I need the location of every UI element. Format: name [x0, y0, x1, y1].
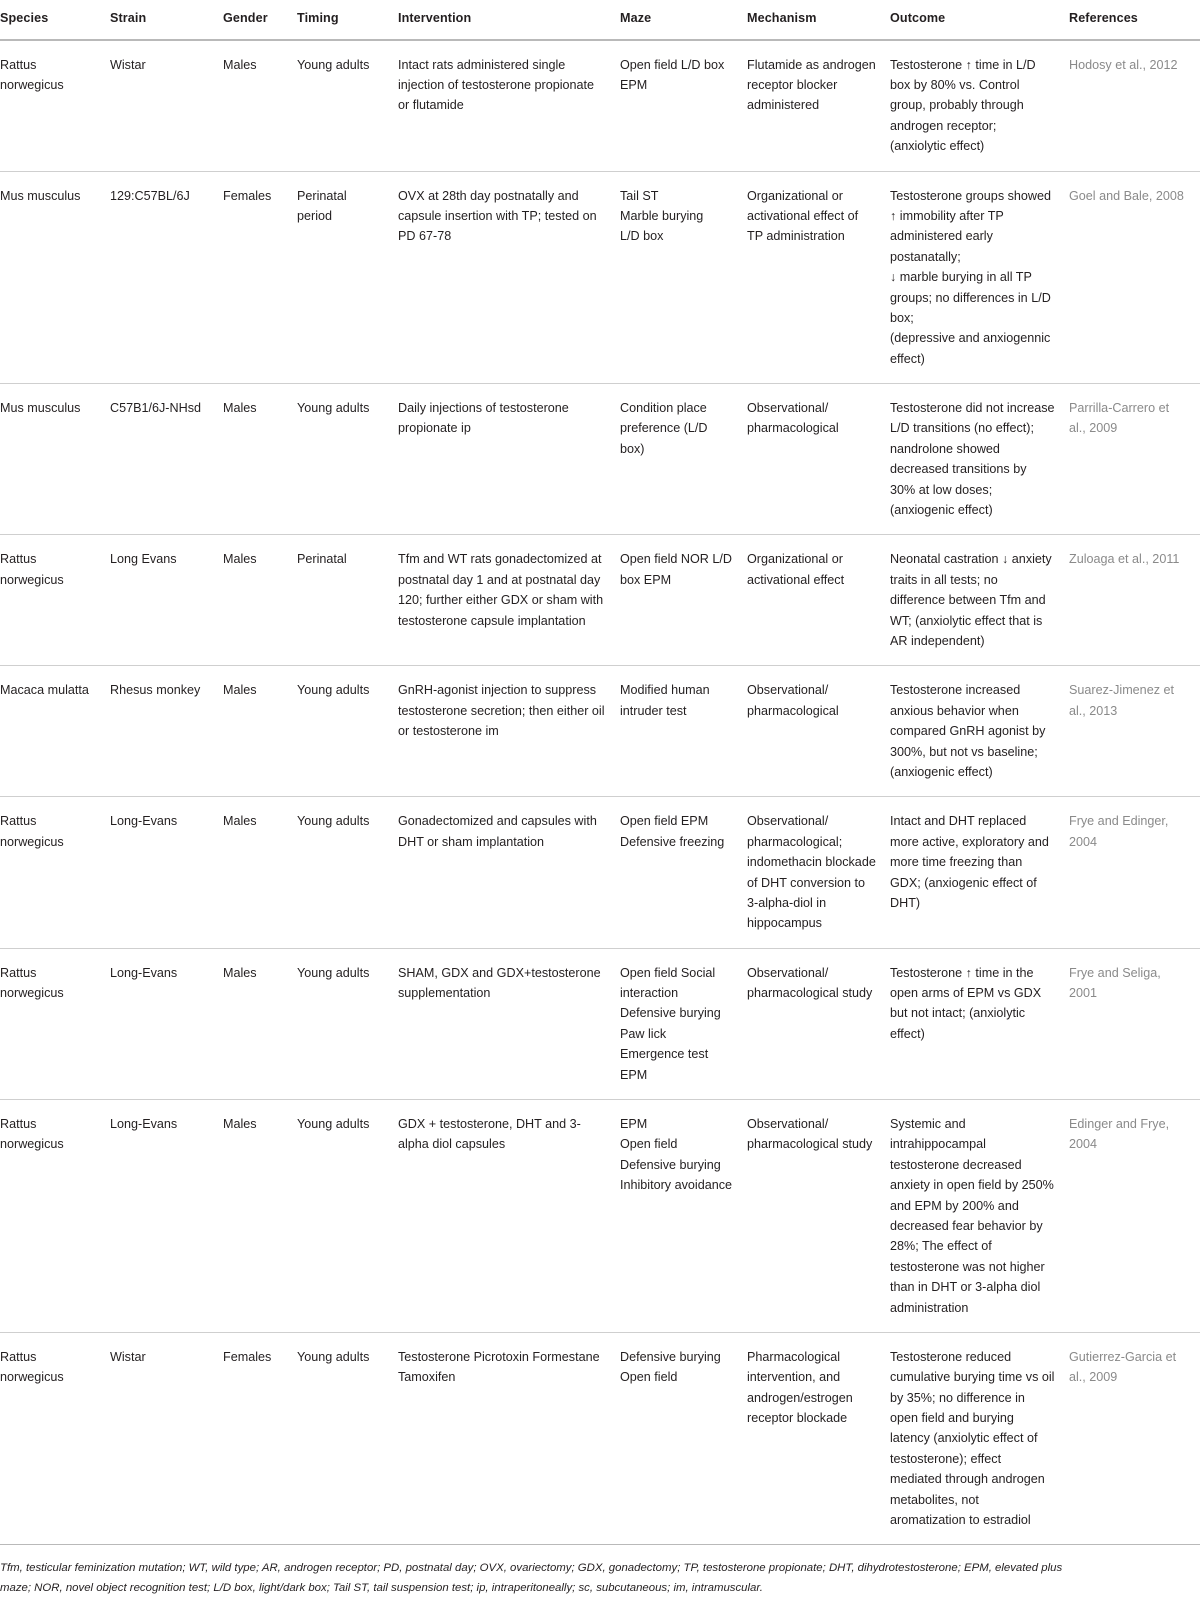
cell-gender: Males [223, 797, 297, 948]
footnote-line-1: Tfm, testicular feminization mutation; WT, wild type; AR, androgen receptor; PD, postnatal day; OVX, ovariectomy; GDX, gonadectomy; TP, testosterone propionate; DHT, dihydrotestosterone; EPM, elevated plus [0, 1562, 1063, 1575]
cell-references[interactable]: Parrilla-Carrero et al., 2009 [1069, 384, 1200, 535]
cell-mechanism: Organizational or activational effect [747, 535, 890, 666]
cell-strain: C57B1/6J-NHsd [110, 384, 223, 535]
cell-gender: Males [223, 40, 297, 171]
cell-species: Rattus norwegicus [0, 40, 110, 171]
cell-timing: Young adults [297, 384, 398, 535]
cell-strain: Long-Evans [110, 948, 223, 1099]
column-header-gender: Gender [223, 0, 297, 40]
cell-gender: Females [223, 1332, 297, 1545]
cell-strain: Wistar [110, 40, 223, 171]
cell-mechanism: Organizational or activational effect of TP administration [747, 171, 890, 384]
cell-maze: Tail ST Marble burying L/D box [620, 171, 747, 384]
cell-mechanism: Pharmacological intervention, and androgen/estrogen receptor blockade [747, 1332, 890, 1545]
cell-timing: Perinatal period [297, 171, 398, 384]
table-row [0, 1332, 1200, 1545]
cell-species: Mus musculus [0, 384, 110, 535]
column-header-mechanism: Mechanism [747, 0, 890, 40]
cell-timing: Young adults [297, 797, 398, 948]
table-row [0, 948, 1200, 1099]
cell-references[interactable]: Goel and Bale, 2008 [1069, 171, 1200, 384]
cell-outcome: Neonatal castration ↓ anxiety traits in all tests; no difference between Tfm and WT; (anxiolytic effect that is AR independent) [890, 535, 1069, 666]
footnote-line-2: maze; NOR, novel object recognition test; L/D box, light/dark box; Tail ST, tail suspension test; ip, intraperitoneally; sc, subcutaneous; im, intramuscular. [0, 1581, 763, 1594]
cell-timing: Young adults [297, 948, 398, 1099]
cell-intervention: OVX at 28th day postnatally and capsule insertion with TP; tested on PD 67-78 [398, 171, 620, 384]
cell-species: Rattus norwegicus [0, 1332, 110, 1545]
cell-gender: Males [223, 535, 297, 666]
cell-maze: Modified human intruder test [620, 666, 747, 797]
cell-gender: Males [223, 384, 297, 535]
cell-outcome: Testosterone ↑ time in the open arms of EPM vs GDX but not intact; (anxiolytic effect) [890, 948, 1069, 1099]
cell-outcome: Testosterone ↑ time in L/D box by 80% vs. Control group, probably through androgen receptor; (anxiolytic effect) [890, 40, 1069, 171]
table-row [0, 40, 1200, 171]
cell-intervention: SHAM, GDX and GDX+testosterone supplementation [398, 948, 620, 1099]
cell-outcome: Testosterone groups showed ↑ immobility after TP administered early postanatally; ↓ marble burying in all TP groups; no differences in L/D box; (depressive and anxiogennic effect) [890, 171, 1069, 384]
cell-gender: Males [223, 1100, 297, 1333]
cell-species: Rattus norwegicus [0, 797, 110, 948]
cell-references[interactable]: Suarez-Jimenez et al., 2013 [1069, 666, 1200, 797]
cell-outcome: Testosterone reduced cumulative burying time vs oil by 35%; no difference in open field and burying latency (anxiolytic effect of testosterone); effect mediated through androgen metabolites, not aromatization to estradiol [890, 1332, 1069, 1545]
cell-intervention: Testosterone Picrotoxin Formestane Tamoxifen [398, 1332, 620, 1545]
cell-maze: Open field L/D box EPM [620, 40, 747, 171]
cell-maze: Open field NOR L/D box EPM [620, 535, 747, 666]
cell-intervention: Daily injections of testosterone propionate ip [398, 384, 620, 535]
cell-maze: Open field EPM Defensive freezing [620, 797, 747, 948]
cell-outcome: Intact and DHT replaced more active, exploratory and more time freezing than GDX; (anxiogenic effect of DHT) [890, 797, 1069, 948]
cell-gender: Males [223, 666, 297, 797]
cell-references[interactable]: Edinger and Frye, 2004 [1069, 1100, 1200, 1333]
column-header-references: References [1069, 0, 1200, 40]
cell-timing: Young adults [297, 1332, 398, 1545]
cell-intervention: Intact rats administered single injection of testosterone propionate or flutamide [398, 40, 620, 171]
cell-strain: 129:C57BL/6J [110, 171, 223, 384]
table-row [0, 171, 1200, 384]
cell-references[interactable]: Gutierrez-Garcia et al., 2009 [1069, 1332, 1200, 1545]
cell-intervention: Gonadectomized and capsules with DHT or sham implantation [398, 797, 620, 948]
cell-outcome: Testosterone did not increase L/D transitions (no effect); nandrolone showed decreased transitions by 30% at low doses; (anxiogenic effect) [890, 384, 1069, 535]
cell-mechanism: Observational/ pharmacological [747, 384, 890, 535]
table-body [0, 40, 1200, 1545]
table-row [0, 535, 1200, 666]
cell-species: Rattus norwegicus [0, 1100, 110, 1333]
cell-references[interactable]: Frye and Edinger, 2004 [1069, 797, 1200, 948]
cell-intervention: Tfm and WT rats gonadectomized at postnatal day 1 and at postnatal day 120; further either GDX or sham with testosterone capsule implantation [398, 535, 620, 666]
column-header-outcome: Outcome [890, 0, 1069, 40]
table-footnote [0, 1545, 1200, 1605]
cell-species: Mus musculus [0, 171, 110, 384]
cell-outcome: Testosterone increased anxious behavior when compared GnRH agonist by 300%, but not vs baseline; (anxiogenic effect) [890, 666, 1069, 797]
table-row [0, 384, 1200, 535]
cell-strain: Rhesus monkey [110, 666, 223, 797]
table-header-row [0, 0, 1200, 40]
cell-mechanism: Flutamide as androgen receptor blocker administered [747, 40, 890, 171]
cell-timing: Young adults [297, 666, 398, 797]
cell-mechanism: Observational/ pharmacological study [747, 1100, 890, 1333]
cell-outcome: Systemic and intrahippocampal testosterone decreased anxiety in open field by 250% and EPM by 200% and decreased fear behavior by 28%; The effect of testosterone was not higher than in DHT or 3-alpha diol administration [890, 1100, 1069, 1333]
column-header-strain: Strain [110, 0, 223, 40]
cell-gender: Males [223, 948, 297, 1099]
cell-strain: Wistar [110, 1332, 223, 1545]
cell-gender: Females [223, 171, 297, 384]
cell-maze: Condition place preference (L/D box) [620, 384, 747, 535]
table-row [0, 1100, 1200, 1333]
cell-strain: Long Evans [110, 535, 223, 666]
cell-references[interactable]: Hodosy et al., 2012 [1069, 40, 1200, 171]
cell-species: Rattus norwegicus [0, 535, 110, 666]
cell-mechanism: Observational/ pharmacological study [747, 948, 890, 1099]
cell-strain: Long-Evans [110, 1100, 223, 1333]
cell-species: Macaca mulatta [0, 666, 110, 797]
table-header [0, 0, 1200, 40]
cell-maze: Open field Social interaction Defensive burying Paw lick Emergence test EPM [620, 948, 747, 1099]
cell-intervention: GDX + testosterone, DHT and 3-alpha diol capsules [398, 1100, 620, 1333]
column-header-timing: Timing [297, 0, 398, 40]
column-header-intervention: Intervention [398, 0, 620, 40]
column-header-maze: Maze [620, 0, 747, 40]
cell-timing: Young adults [297, 1100, 398, 1333]
cell-references[interactable]: Frye and Seliga, 2001 [1069, 948, 1200, 1099]
cell-mechanism: Observational/ pharmacological [747, 666, 890, 797]
cell-maze: EPM Open field Defensive burying Inhibitory avoidance [620, 1100, 747, 1333]
column-header-species: Species [0, 0, 110, 40]
cell-references[interactable]: Zuloaga et al., 2011 [1069, 535, 1200, 666]
cell-intervention: GnRH-agonist injection to suppress testosterone secretion; then either oil or testosterone im [398, 666, 620, 797]
cell-maze: Defensive burying Open field [620, 1332, 747, 1545]
cell-timing: Young adults [297, 40, 398, 171]
cell-species: Rattus norwegicus [0, 948, 110, 1099]
cell-strain: Long-Evans [110, 797, 223, 948]
table-row [0, 797, 1200, 948]
cell-mechanism: Observational/ pharmacological; indomethacin blockade of DHT conversion to 3-alpha-diol in hippocampus [747, 797, 890, 948]
table-row [0, 666, 1200, 797]
cell-timing: Perinatal [297, 535, 398, 666]
